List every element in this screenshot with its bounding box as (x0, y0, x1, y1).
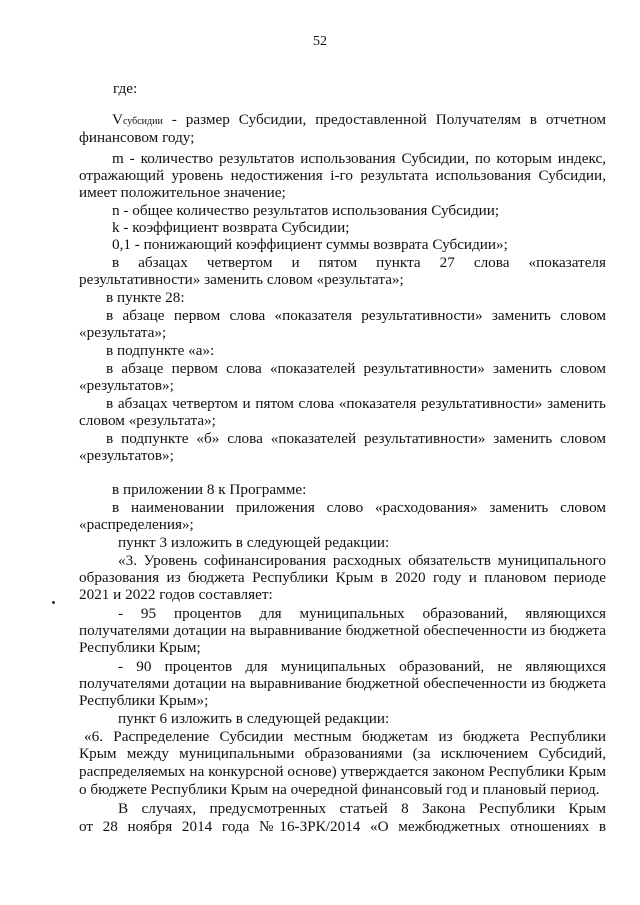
text-line: имеет положительное значение; (79, 184, 286, 201)
text-line: «6. Распределение Субсидии местным бюджетам из бюджета Республики (84, 728, 606, 745)
text-line: пункт 6 изложить в следующей редакции: (118, 710, 390, 727)
text-line: 2021 и 2022 годов составляет: (79, 586, 273, 603)
scan-speck (52, 601, 55, 604)
text-line: образования из бюджета Республики Крым в 2020 году и плановом периоде (79, 569, 606, 586)
text-line (112, 111, 606, 131)
text-line: в подпункте «а»: (106, 342, 215, 359)
text-line: n - общее количество результатов использования Субсидии; (112, 202, 500, 219)
text-line: в приложении 8 к Программе: (112, 481, 307, 498)
text-line: в абзацах четвертом и пятом слова «показателя результативности» заменить (106, 395, 606, 412)
page-number: 52 (313, 34, 327, 49)
text-line: о бюджете Республики Крым на очередной финансовый год и плановый период. (79, 781, 600, 798)
text-line: в абзаце первом слова «показателей результативности» заменить словом (106, 360, 606, 377)
text-line: Республики Крым; (79, 639, 201, 656)
text-line: «распределения»; (79, 516, 194, 533)
text-line: от 28 ноября 2014 года №16-ЗРК/2014 «О межбюджетных отношениях в (79, 818, 606, 835)
text-line: словом «результата»; (79, 412, 216, 429)
text-line: «результатов»; (79, 377, 174, 394)
text-line: В случаях, предусмотренных статьей 8 Закона Республики Крым (118, 800, 606, 817)
text-line: - 90 процентов для муниципальных образований, не являющихся (118, 658, 606, 675)
text-line: в пункте 28: (106, 289, 185, 306)
text-line: получателями дотации на выравнивание бюджетной обеспеченности из бюджета (79, 675, 606, 692)
text-line: получателями дотации на выравнивание бюджетной обеспеченности из бюджета (79, 622, 606, 639)
symbol-subscript: субсидии (122, 116, 163, 127)
text-line: результативности» заменить словом «результата»; (79, 271, 404, 288)
text-line: распределяемых на конкурсной основе) утверждается законом Республики Крым (79, 763, 606, 780)
text-line: «3. Уровень софинансирования расходных обязательств муниципального (118, 552, 606, 569)
text-line: k - коэффициент возврата Субсидии; (112, 219, 350, 236)
text-line: финансовом году; (79, 129, 195, 146)
text-line: «результатов»; (79, 447, 174, 464)
text-line: Крым между муниципальными образованиями (за исключением Субсидий, (79, 745, 606, 762)
text-line: Республики Крым»; (79, 692, 209, 709)
text-line: в абзаце первом слова «показателя результативности» заменить словом (106, 307, 606, 324)
text-line: в абзацах четвертом и пятом пункта 27 слова «показателя (112, 254, 606, 271)
text-line: отражающий уровень недостижения i-го результата использования Субсидии, (79, 167, 606, 184)
text-line: в подпункте «б» слова «показателей результативности» заменить словом (106, 430, 606, 447)
text-line: в наименовании приложения слово «расходования» заменить словом (112, 499, 606, 516)
text-line: m - количество результатов использования Субсидии, по которым индекс, (112, 150, 606, 167)
text-line: - 95 процентов для муниципальных образований, являющихся (118, 605, 606, 622)
symbol-v: V (112, 111, 123, 128)
text-line: где: (113, 80, 138, 97)
text-line-rest: - размер Субсидии, предоставленной Получателям в отчетном (162, 111, 606, 128)
text-line: пункт 3 изложить в следующей редакции: (118, 534, 390, 551)
text-line: 0,1 - понижающий коэффициент суммы возврата Субсидии»; (112, 236, 508, 253)
text-line: «результата»; (79, 324, 167, 341)
